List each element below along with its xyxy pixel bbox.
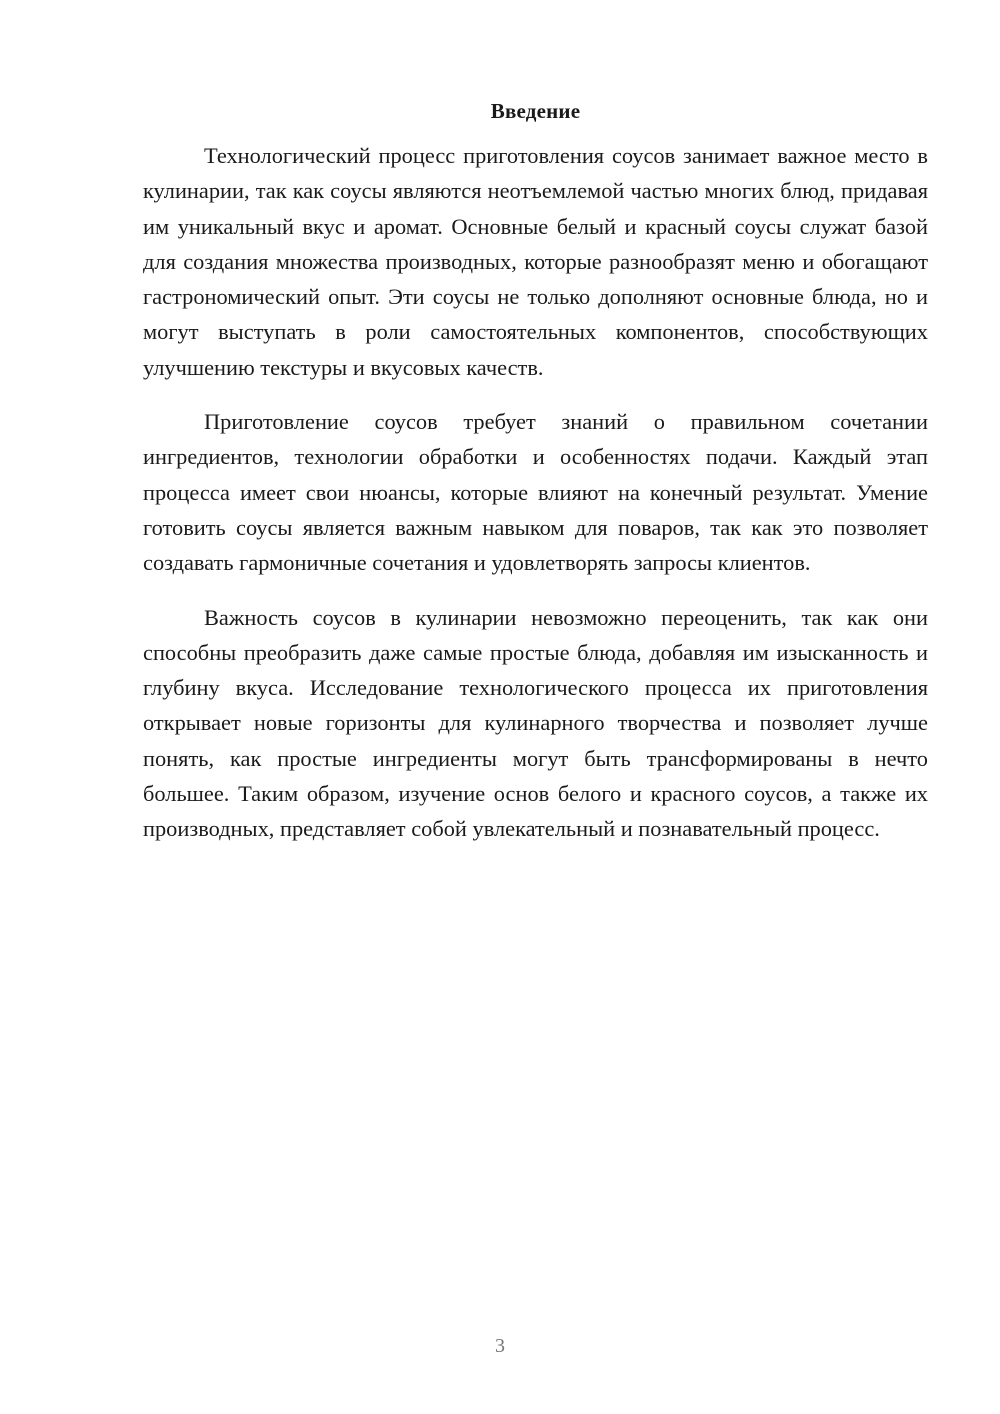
paragraph-1: Технологический процесс приготовления соусов занимает важное место в кулинарии, так как соусы являются неотъемлемой частью многих блюд, придавая им уникальный вкус и аромат. Основные белый и красный соусы служат базой для создания множества производных, которые разнообразят меню и обогащают гастрономический опыт. Эти соусы не только дополняют основные блюда, но и могут выступать в роли самостоятельных компонентов, способствующих улучшению текстуры и вкусовых качеств. (143, 143, 928, 380)
page-content (143, 96, 928, 866)
paragraph-3: Важность соусов в кулинарии невозможно переоценить, так как они способны преобразить даже самые простые блюда, добавляя им изысканность и глубину вкуса. Исследование технологического процесса их приготовления открывает новые горизонты для кулинарного творчества и позволяет лучше понять, как простые ингредиенты могут быть трансформированы в нечто большее. Таким образом, изучение основ белого и красного соусов, а также их производных, представляет собой увлекательный и познавательный процесс. (143, 604, 928, 842)
page-number: 3 (495, 1335, 505, 1357)
section-heading: Введение (490, 99, 581, 123)
paragraph-2: Приготовление соусов требует знаний о правильном сочетании ингредиентов, технологии обработки и особенностях подачи. Каждый этап процесса имеет свои нюансы, которые влияют на конечный результат. Умение готовить соусы является важным навыком для поваров, так как это позволяет создавать гармоничные сочетания и удовлетворять запросы клиентов. (143, 409, 928, 576)
